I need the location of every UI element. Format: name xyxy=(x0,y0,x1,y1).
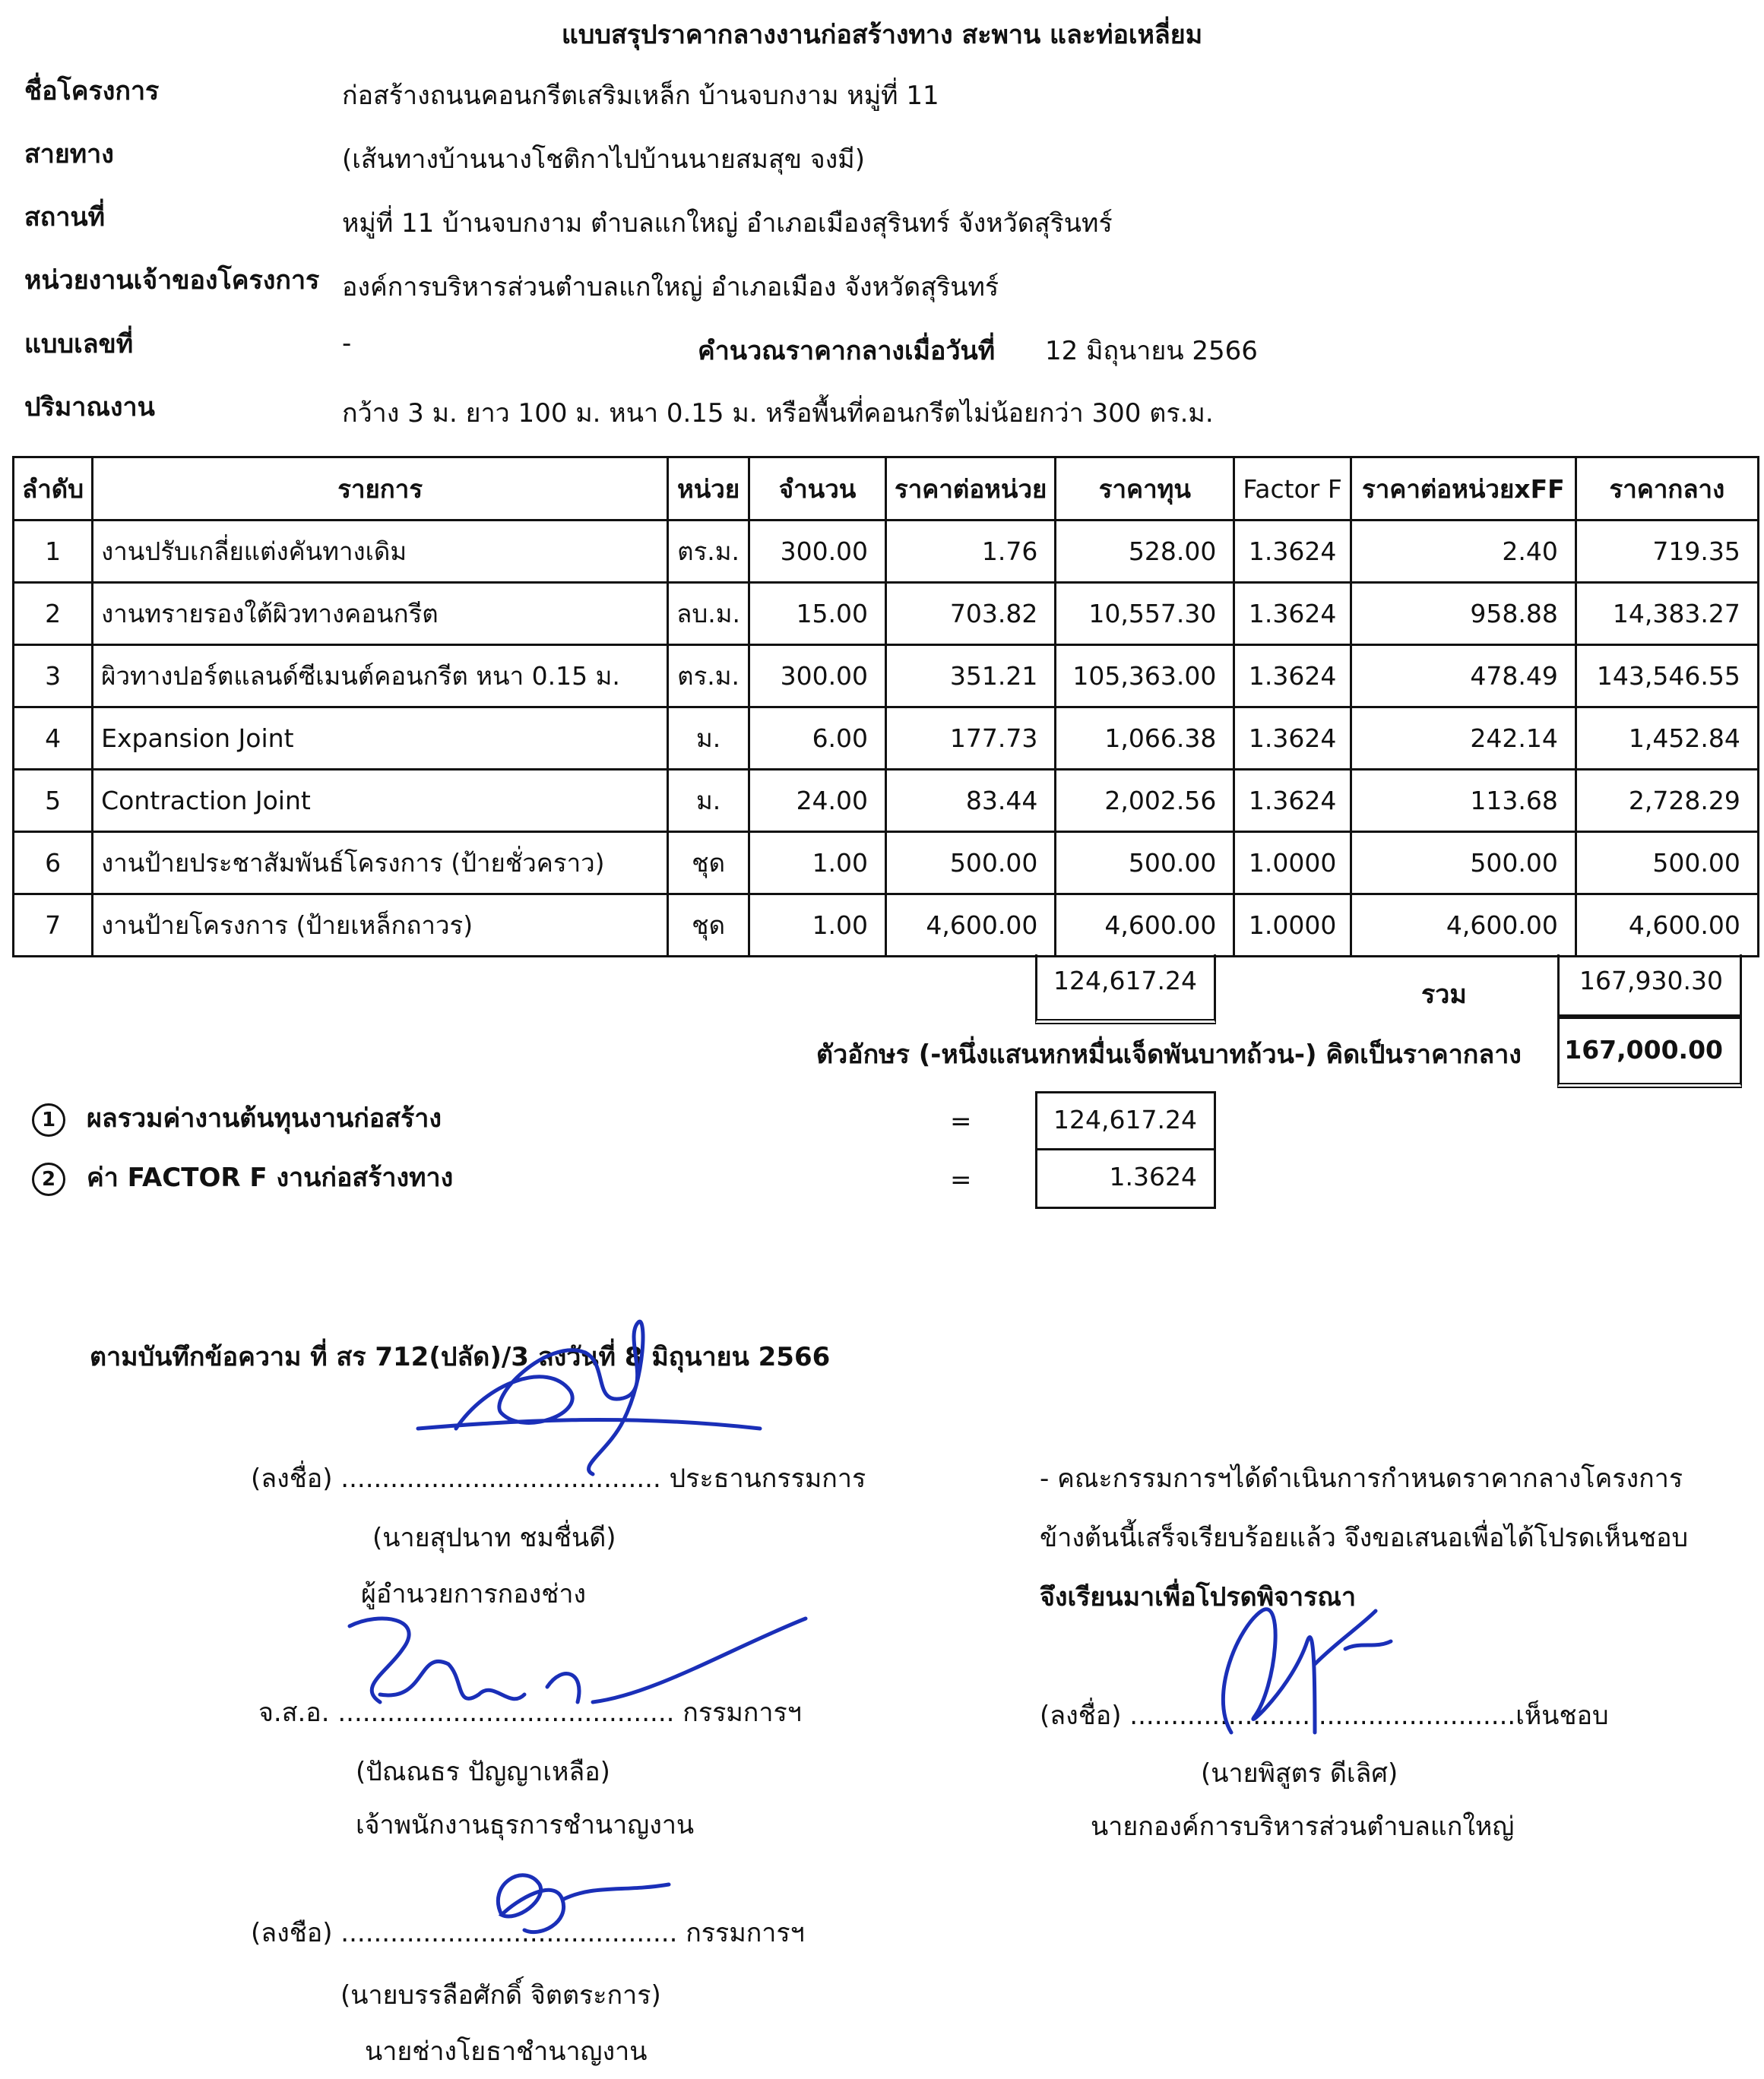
table-row xyxy=(14,521,1759,583)
row-median: 143,546.55 xyxy=(1576,645,1758,707)
approval-text-line-1: - คณะกรรมการฯได้ดำเนินการกำหนดราคากลางโครงการ xyxy=(1040,1464,1683,1494)
signature-2-scribble xyxy=(334,1603,821,1740)
row-median: 719.35 xyxy=(1576,521,1758,583)
row-item: งานทรายรองใต้ผิวทางคอนกรีต xyxy=(93,583,668,645)
quantity-label: ปริมาณงาน xyxy=(24,392,155,422)
row-unit: ตร.ม. xyxy=(668,645,749,707)
col-header-price-ff: ราคาต่อหน่วยxFF xyxy=(1351,457,1576,521)
row-median: 2,728.29 xyxy=(1576,770,1758,832)
final-price: 167,000.00 xyxy=(1557,1017,1742,1088)
row-median: 4,600.00 xyxy=(1576,894,1758,957)
row-factor: 1.3624 xyxy=(1234,645,1351,707)
row-factor: 1.0000 xyxy=(1234,832,1351,894)
summary-value-2: 1.3624 xyxy=(1035,1148,1216,1209)
row-qty: 1.00 xyxy=(749,832,886,894)
col-header-median: ราคากลาง xyxy=(1576,457,1758,521)
words-label: ตัวอักษร (-หนึ่งแสนหกหมื่นเจ็ดพันบาทถ้วน-) คิดเป็นราคากลาง xyxy=(816,1040,1522,1070)
signature-4-prefix: (ลงชื่อ) ............................................... xyxy=(1040,1701,1516,1731)
signature-1-scribble xyxy=(395,1292,775,1489)
plan-value: - xyxy=(342,328,352,359)
row-unit-price: 83.44 xyxy=(886,770,1056,832)
calc-date-label: คำนวณราคากลางเมื่อวันที่ xyxy=(698,336,996,366)
signature-3-name: (นายบรรลือศักดิ์ จิตตระการ) xyxy=(340,1980,661,2011)
row-unit-price: 1.76 xyxy=(886,521,1056,583)
row-price-ff: 478.49 xyxy=(1351,645,1576,707)
row-median: 14,383.27 xyxy=(1576,583,1758,645)
row-unit-price: 703.82 xyxy=(886,583,1056,645)
table-row xyxy=(14,770,1759,832)
row-factor: 1.0000 xyxy=(1234,894,1351,957)
agency-value: องค์การบริหารส่วนตำบลแกใหญ่ อำเภอเมือง จังหวัดสุรินทร์ xyxy=(342,272,999,302)
signature-3-role: กรรมการฯ xyxy=(686,1918,805,1948)
route-value: (เส้นทางบ้านนางโชติกาไปบ้านนายสมสุข จงมี) xyxy=(342,144,865,175)
row-unit: ลบ.ม. xyxy=(668,583,749,645)
row-item: งานป้ายโครงการ (ป้ายเหล็กถาวร) xyxy=(93,894,668,957)
calc-date-value: 12 มิถุนายน 2566 xyxy=(1045,336,1258,366)
row-price-ff: 113.68 xyxy=(1351,770,1576,832)
summary-value-1: 124,617.24 xyxy=(1035,1091,1216,1150)
row-cost: 1,066.38 xyxy=(1056,707,1234,770)
row-unit: ชุด xyxy=(668,894,749,957)
summary-eq-2: = xyxy=(950,1165,972,1195)
row-qty: 300.00 xyxy=(749,521,886,583)
row-item: Contraction Joint xyxy=(93,770,668,832)
signature-3-scribble xyxy=(456,1854,684,1945)
signature-2-name: (ปัณณธร ปัญญาเหลือ) xyxy=(356,1757,610,1787)
total-median: 167,930.30 xyxy=(1557,954,1742,1017)
row-unit: ตร.ม. xyxy=(668,521,749,583)
row-qty: 24.00 xyxy=(749,770,886,832)
row-qty: 6.00 xyxy=(749,707,886,770)
col-header-unit-price: ราคาต่อหน่วย xyxy=(886,457,1056,521)
table-row xyxy=(14,832,1759,894)
summary-label-1: ผลรวมค่างานต้นทุนงานก่อสร้าง xyxy=(87,1103,442,1134)
col-header-factor: Factor F xyxy=(1234,457,1351,521)
row-cost: 2,002.56 xyxy=(1056,770,1234,832)
table-row xyxy=(14,707,1759,770)
table-row xyxy=(14,894,1759,957)
price-table xyxy=(12,456,1759,957)
signature-2-role: กรรมการฯ xyxy=(682,1698,802,1728)
row-cost: 4,600.00 xyxy=(1056,894,1234,957)
summary-label-2: ค่า FACTOR F งานก่อสร้างทาง xyxy=(87,1163,454,1193)
row-unit-price: 4,600.00 xyxy=(886,894,1056,957)
signature-4-position: นายกองค์การบริหารส่วนตำบลแกใหญ่ xyxy=(1091,1812,1515,1842)
total-cost: 124,617.24 xyxy=(1035,954,1216,1024)
summary-item-1 xyxy=(32,1097,442,1138)
signature-1-role: ประธานกรรมการ xyxy=(669,1464,866,1494)
row-no: 1 xyxy=(14,521,93,583)
row-unit: ม. xyxy=(668,770,749,832)
total-label: รวม xyxy=(1421,979,1467,1010)
row-cost: 500.00 xyxy=(1056,832,1234,894)
approval-text-line-2: ข้างต้นนี้เสร็จเรียบร้อยแล้ว จึงขอเสนอเพื่อได้โปรดเห็นชอบ xyxy=(1040,1523,1689,1553)
row-factor: 1.3624 xyxy=(1234,770,1351,832)
row-cost: 528.00 xyxy=(1056,521,1234,583)
table-row xyxy=(14,583,1759,645)
row-price-ff: 4,600.00 xyxy=(1351,894,1576,957)
row-no: 4 xyxy=(14,707,93,770)
row-unit-price: 177.73 xyxy=(886,707,1056,770)
row-no: 3 xyxy=(14,645,93,707)
location-label: สถานที่ xyxy=(24,202,106,233)
row-item: Expansion Joint xyxy=(93,707,668,770)
signature-1-prefix: (ลงชื่อ) ....................................... xyxy=(251,1464,661,1494)
project-label: ชื่อโครงการ xyxy=(24,76,160,106)
col-header-no: ลำดับ xyxy=(14,457,93,521)
signature-4-scribble xyxy=(1201,1581,1429,1748)
row-cost: 105,363.00 xyxy=(1056,645,1234,707)
plan-label: แบบเลขที่ xyxy=(24,329,134,359)
row-no: 6 xyxy=(14,832,93,894)
table-header-row xyxy=(14,457,1759,521)
col-header-unit: หน่วย xyxy=(668,457,749,521)
signature-4-role: เห็นชอบ xyxy=(1515,1701,1609,1731)
col-header-item: รายการ xyxy=(93,457,668,521)
signature-3-position: นายช่างโยธาชำนาญงาน xyxy=(365,2036,648,2067)
row-item: งานปรับเกลี่ยแต่งคันทางเดิม xyxy=(93,521,668,583)
summary-eq-1: = xyxy=(950,1106,972,1137)
project-value: ก่อสร้างถนนคอนกรีตเสริมเหล็ก บ้านจบกงาม หมู่ที่ 11 xyxy=(342,81,939,111)
row-median: 1,452.84 xyxy=(1576,707,1758,770)
circled-number-2: 2 xyxy=(32,1163,65,1196)
table-row xyxy=(14,645,1759,707)
row-no: 2 xyxy=(14,583,93,645)
row-price-ff: 500.00 xyxy=(1351,832,1576,894)
signature-1-position: ผู้อำนวยการกองช่าง xyxy=(361,1579,587,1609)
row-item: งานป้ายประชาสัมพันธ์โครงการ (ป้ายชั่วคราว) xyxy=(93,832,668,894)
signature-2-prefix: จ.ส.อ. ......................................... xyxy=(258,1698,675,1728)
row-no: 7 xyxy=(14,894,93,957)
row-qty: 300.00 xyxy=(749,645,886,707)
row-qty: 1.00 xyxy=(749,894,886,957)
signature-2-position: เจ้าพนักงานธุรการชำนาญงาน xyxy=(356,1810,695,1840)
quantity-value: กว้าง 3 ม. ยาว 100 ม. หนา 0.15 ม. หรือพื้นที่คอนกรีตไม่น้อยกว่า 300 ตร.ม. xyxy=(342,398,1214,429)
signature-4-name: (นายพิสูตร ดีเลิศ) xyxy=(1201,1758,1398,1789)
row-price-ff: 958.88 xyxy=(1351,583,1576,645)
row-factor: 1.3624 xyxy=(1234,521,1351,583)
col-header-cost: ราคาทุน xyxy=(1056,457,1234,521)
signature-3-prefix: (ลงชือ) ......................................... xyxy=(251,1918,678,1948)
signature-1-name: (นายสุปนาท ชมชื่นดี) xyxy=(372,1523,616,1553)
row-price-ff: 242.14 xyxy=(1351,707,1576,770)
row-median: 500.00 xyxy=(1576,832,1758,894)
memo-reference: ตามบันทึกข้อความ ที่ สร 712(ปลัด)/3 ลงวันที่ 8 มิถุนายน 2566 xyxy=(90,1342,831,1372)
route-label: สายทาง xyxy=(24,139,114,169)
summary-item-2 xyxy=(32,1157,453,1198)
approval-text-line-3: จึงเรียนมาเพื่อโปรดพิจารณา xyxy=(1040,1582,1357,1612)
agency-label: หน่วยงานเจ้าของโครงการ xyxy=(24,265,320,296)
page-title: แบบสรุปราคากลางงานก่อสร้างทาง สะพาน และท่อเหลี่ยม xyxy=(561,20,1203,50)
row-item: ผิวทางปอร์ตแลนด์ซีเมนต์คอนกรีต หนา 0.15 ม. xyxy=(93,645,668,707)
row-unit: ชุด xyxy=(668,832,749,894)
row-unit: ม. xyxy=(668,707,749,770)
row-cost: 10,557.30 xyxy=(1056,583,1234,645)
location-value: หมู่ที่ 11 บ้านจบกงาม ตำบลแกใหญ่ อำเภอเมืองสุรินทร์ จังหวัดสุรินทร์ xyxy=(342,208,1113,239)
row-no: 5 xyxy=(14,770,93,832)
circled-number-1: 1 xyxy=(32,1103,65,1137)
row-price-ff: 2.40 xyxy=(1351,521,1576,583)
col-header-qty: จำนวน xyxy=(749,457,886,521)
row-factor: 1.3624 xyxy=(1234,583,1351,645)
row-unit-price: 500.00 xyxy=(886,832,1056,894)
row-unit-price: 351.21 xyxy=(886,645,1056,707)
row-qty: 15.00 xyxy=(749,583,886,645)
row-factor: 1.3624 xyxy=(1234,707,1351,770)
